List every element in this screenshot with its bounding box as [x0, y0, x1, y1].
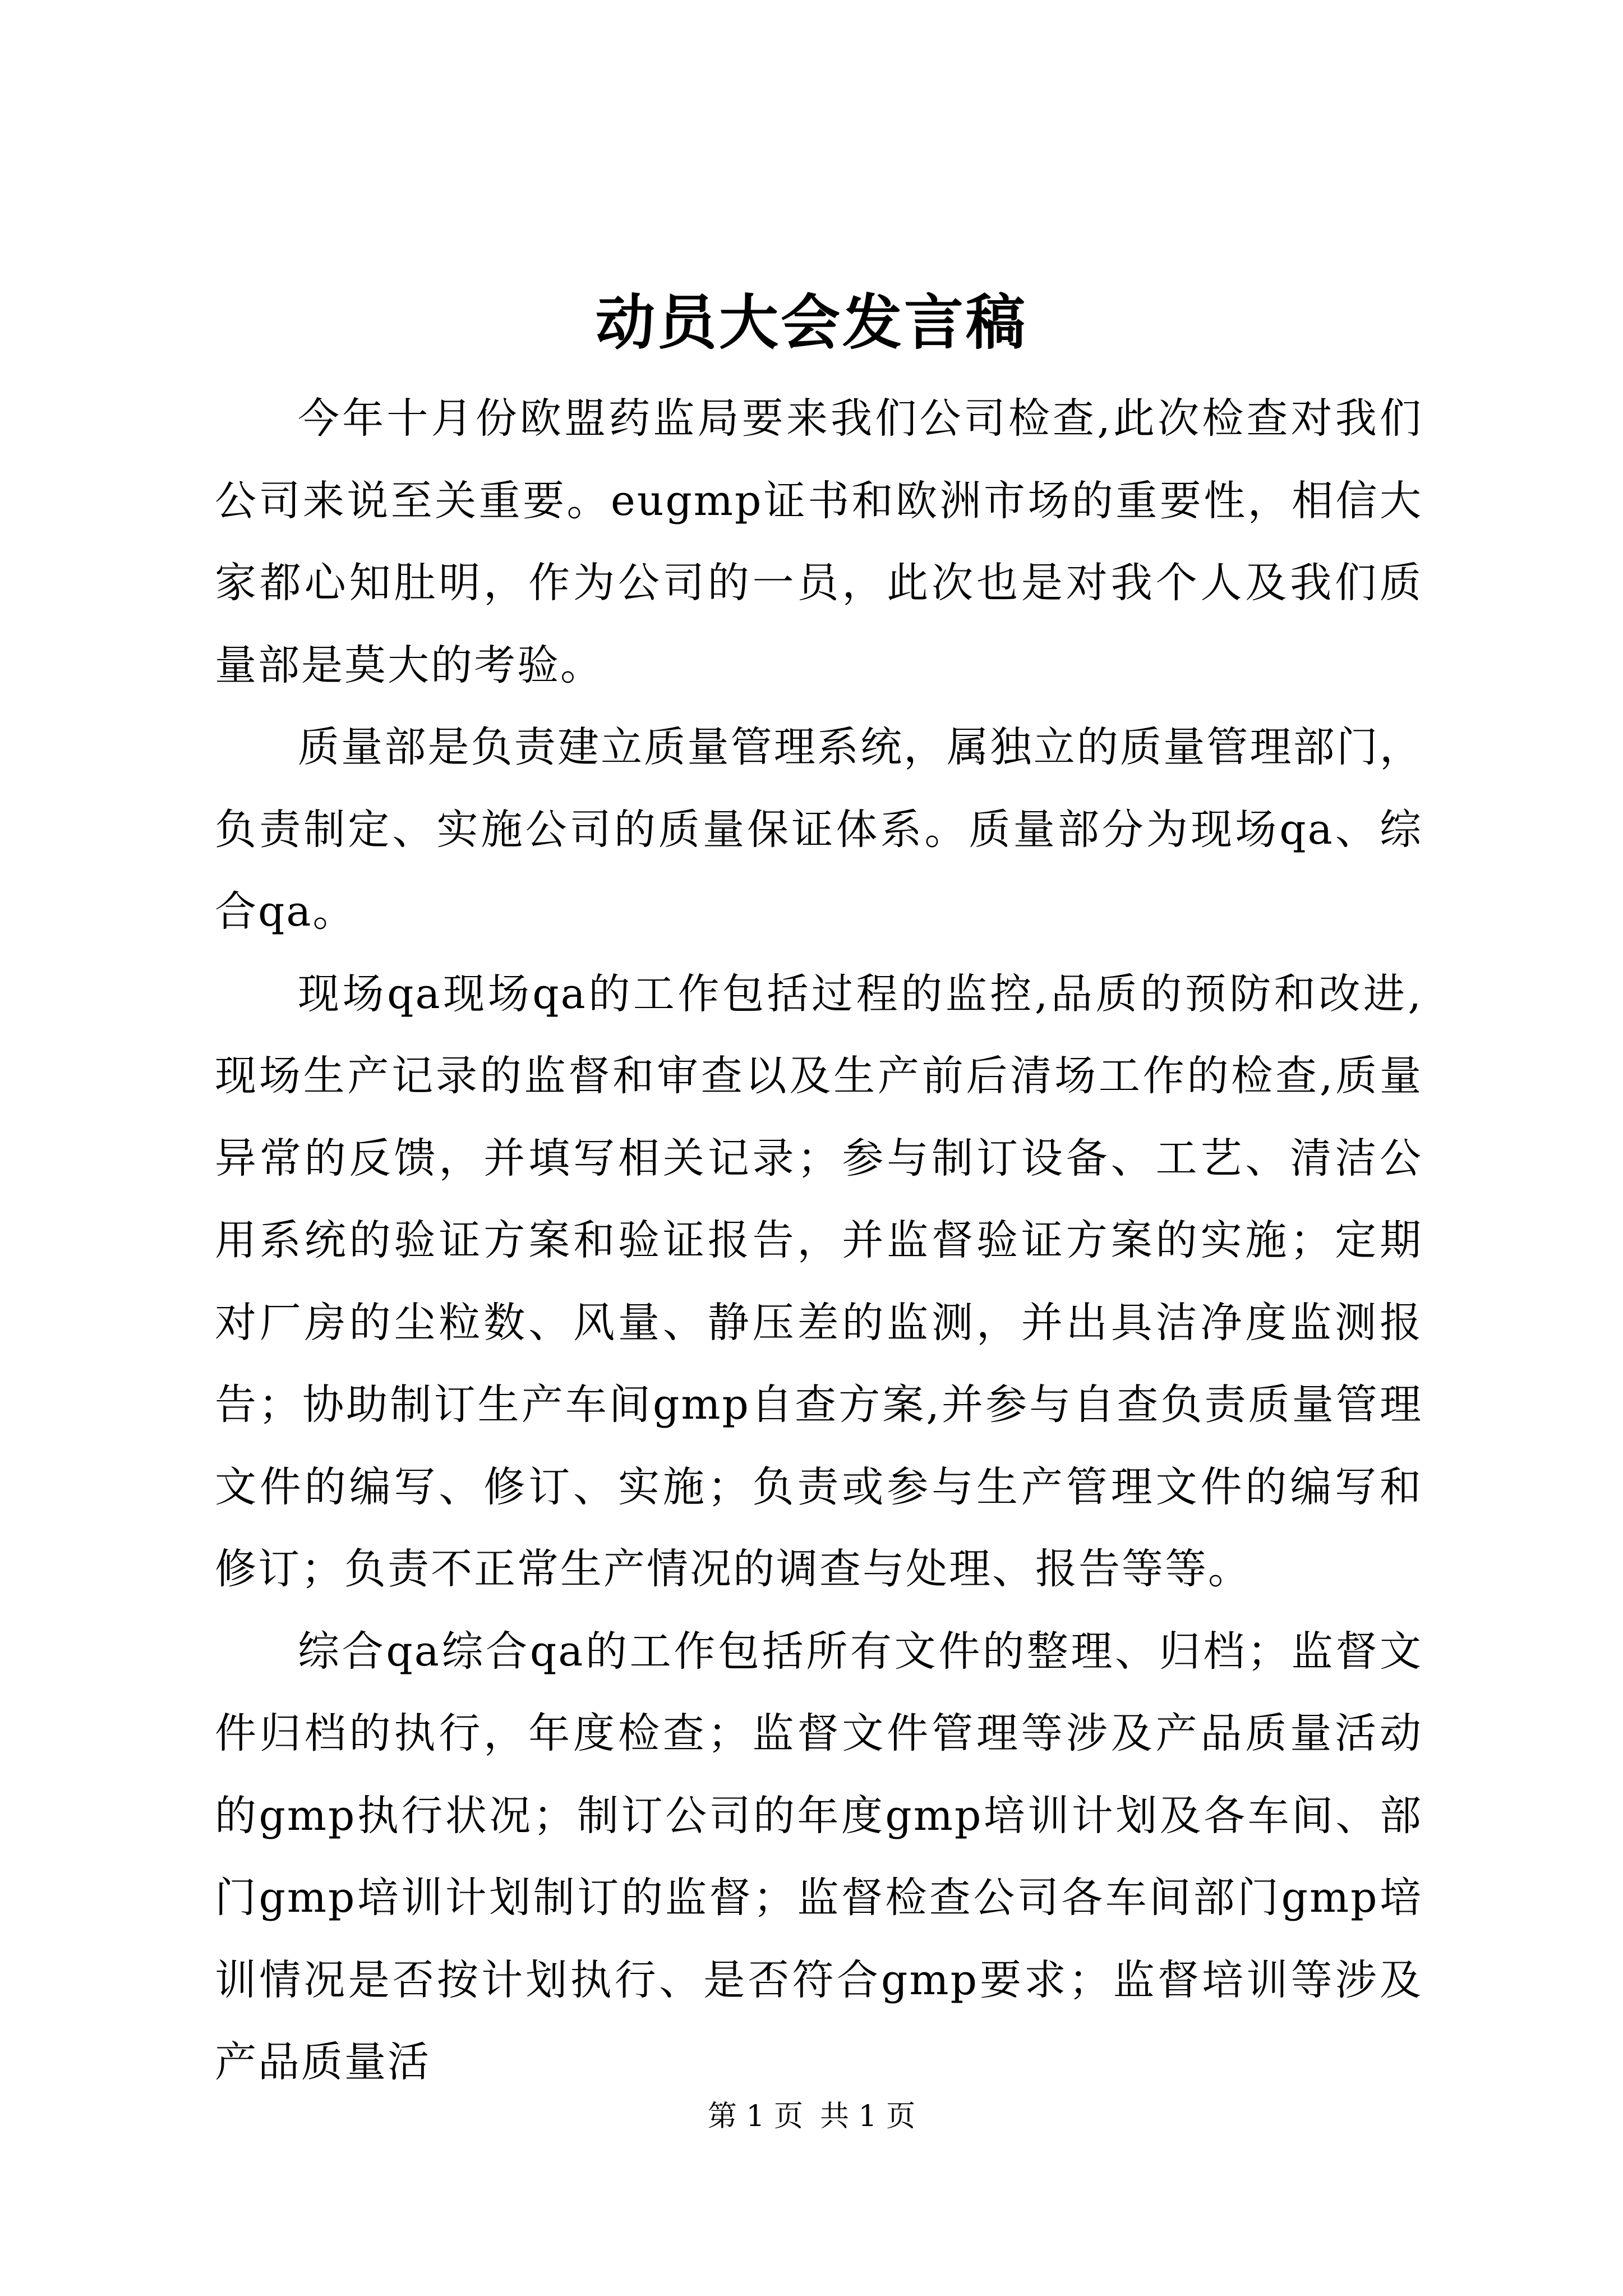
paragraph-3: 现场qa现场qa的工作包括过程的监控,品质的预防和改进,现场生产记录的监督和审查以及生产前后清场工作的检查,质量异常的反馈，并填写相关记录；参与制订设备、工艺、清洁公用系统的验证方案和验证报告，并监督验证方案的实施；定期对厂房的尘粒数、风量、静压差的监测，并出具洁净度监测报告；协助制订生产车间gmp自查方案,并参与自查负责质量管理文件的编写、修订、实施；负责或参与生产管理文件的编写和修订；负责不正常生产情况的调查与处理、报告等等。: [215, 969, 1423, 1593]
paragraph-1: 今年十月份欧盟药监局要来我们公司检查,此次检查对我们公司来说至关重要。eugmp证书和欧洲市场的重要性，相信大家都心知肚明，作为公司的一员，此次也是对我个人及我们质量部是莫大的考验。: [215, 394, 1423, 689]
page-footer: [0, 2097, 1623, 2136]
page-number: 第 1 页: [707, 2100, 803, 2133]
document-title: 动员大会发言稿: [596, 287, 1027, 357]
document-body: [215, 378, 1423, 2104]
page-total: 共 1 页: [820, 2100, 916, 2133]
paragraph-2: 质量部是负责建立质量管理系统，属独立的质量管理部门，负责制定、实施公司的质量保证体系。质量部分为现场qa、综合qa。: [215, 723, 1423, 936]
paragraph-4: 综合qa综合qa的工作包括所有文件的整理、归档；监督文件归档的执行，年度检查；监督文件管理等涉及产品质量活动的gmp执行状况；制订公司的年度gmp培训计划及各车间、部门gmp培训计划制订的监督；监督检查公司各车间部门gmp培训情况是否按计划执行、是否符合gmp要求；监督培训等涉及产品质量活: [215, 1627, 1423, 2086]
